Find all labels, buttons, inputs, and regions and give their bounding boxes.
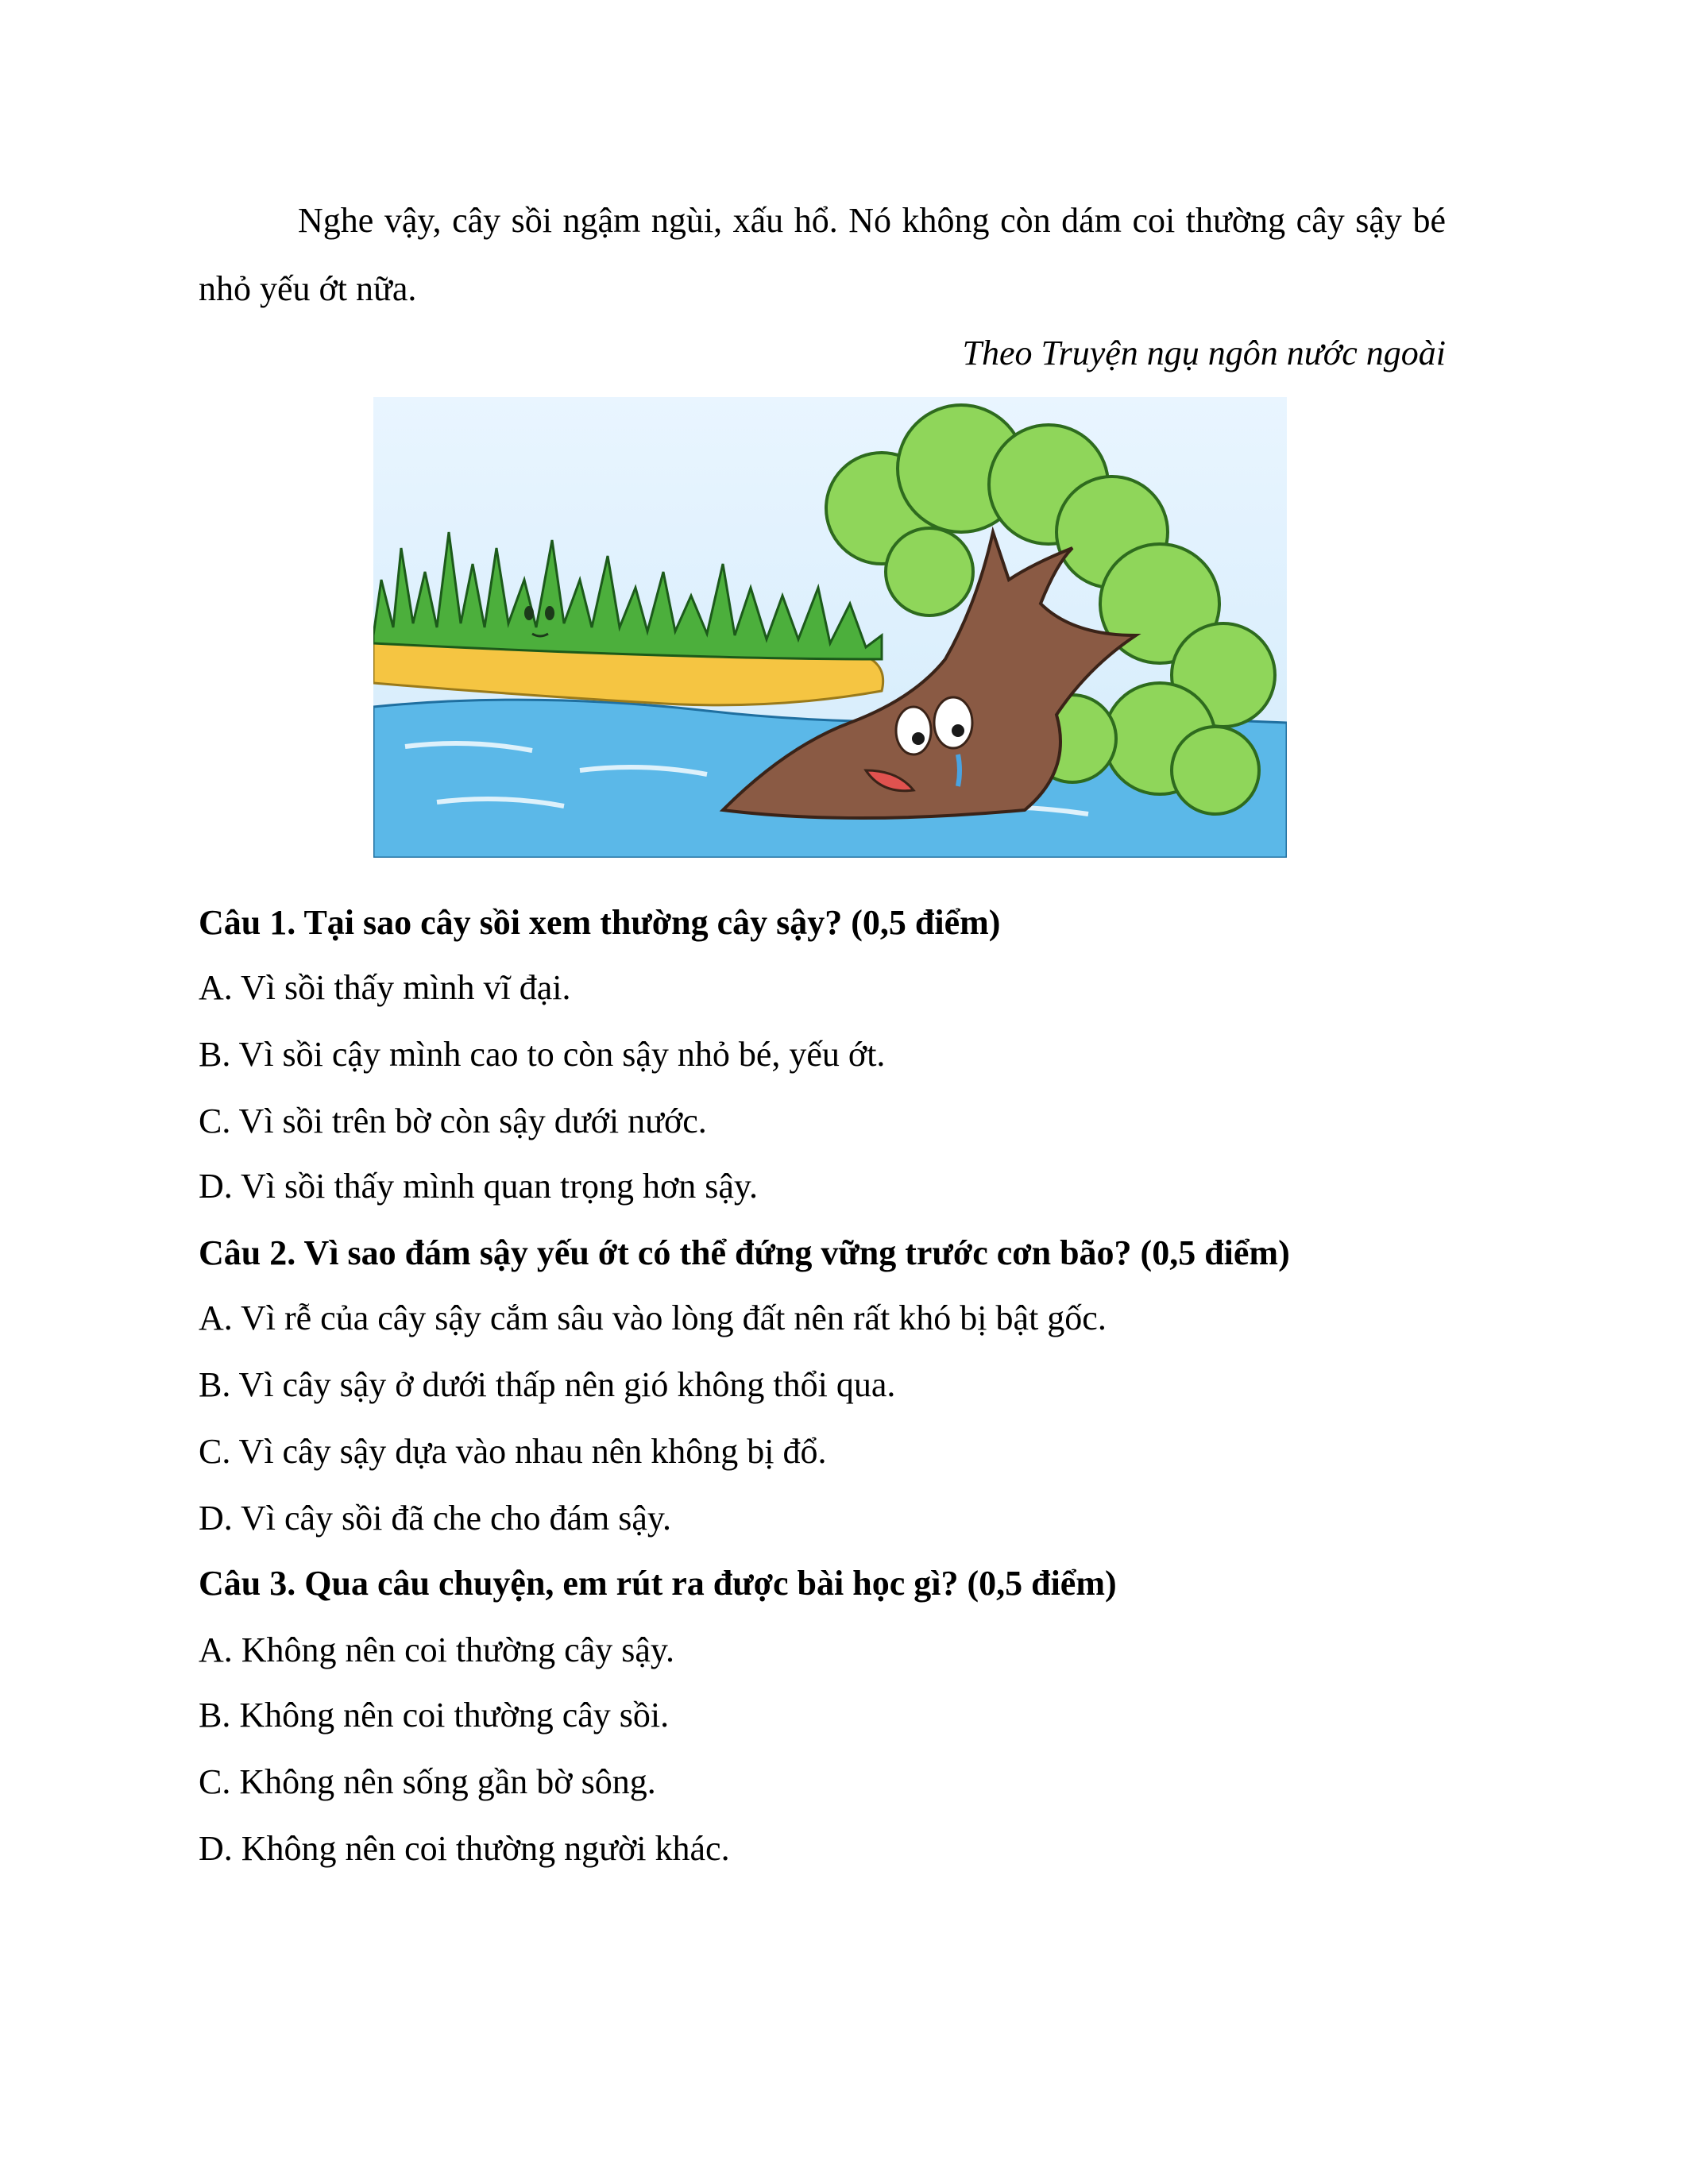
question-1-title: Câu 1. Tại sao cây sồi xem thường cây sậy? (0,5 điểm) <box>199 903 1001 942</box>
oak-and-reed-illustration <box>373 397 1287 858</box>
oak-eye-left <box>896 707 931 754</box>
oak-eye-right <box>934 697 972 748</box>
reed-eye-right <box>545 606 554 620</box>
question-3-title: Câu 3. Qua câu chuyện, em rút ra được bài học gì? (0,5 điểm) <box>199 1564 1117 1603</box>
question-1-option-a: A. Vì sồi thấy mình vĩ đại. <box>199 968 571 1007</box>
question-3-option-d: D. Không nên coi thường người khác. <box>199 1829 730 1868</box>
question-3-option-c: C. Không nên sống gần bờ sông. <box>199 1762 656 1801</box>
story-paragraph: Nghe vậy, cây sồi ngậm ngùi, xấu hổ. Nó không còn dám coi thường cây sậy bé nhỏ yếu ớt nữa. <box>199 201 1446 308</box>
question-3-option-a: A. Không nên coi thường cây sậy. <box>199 1630 675 1669</box>
question-1-option-b: B. Vì sồi cậy mình cao to còn sậy nhỏ bé, yếu ớt. <box>199 1035 886 1074</box>
question-2-title: Câu 2. Vì sao đám sậy yếu ớt có thể đứng vững trước cơn bão? (0,5 điểm) <box>199 1233 1290 1272</box>
question-2-option-a: A. Vì rễ của cây sậy cắm sâu vào lòng đất nên rất khó bị bật gốc. <box>199 1298 1107 1337</box>
question-3-option-b: B. Không nên coi thường cây sồi. <box>199 1696 670 1734</box>
oak-tear <box>958 754 960 786</box>
question-2-option-b: B. Vì cây sậy ở dưới thấp nên gió không thổi qua. <box>199 1365 896 1404</box>
question-1-option-c: C. Vì sồi trên bờ còn sậy dưới nước. <box>199 1102 707 1140</box>
reed-eye-left <box>524 606 534 620</box>
story-source: Theo Truyện ngụ ngôn nước ngoài <box>962 334 1446 372</box>
question-2-option-d: D. Vì cây sồi đã che cho đám sậy. <box>199 1499 672 1538</box>
question-2-option-c: C. Vì cây sậy dựa vào nhau nên không bị đổ. <box>199 1432 827 1471</box>
question-1-option-d: D. Vì sồi thấy mình quan trọng hơn sậy. <box>199 1167 758 1206</box>
